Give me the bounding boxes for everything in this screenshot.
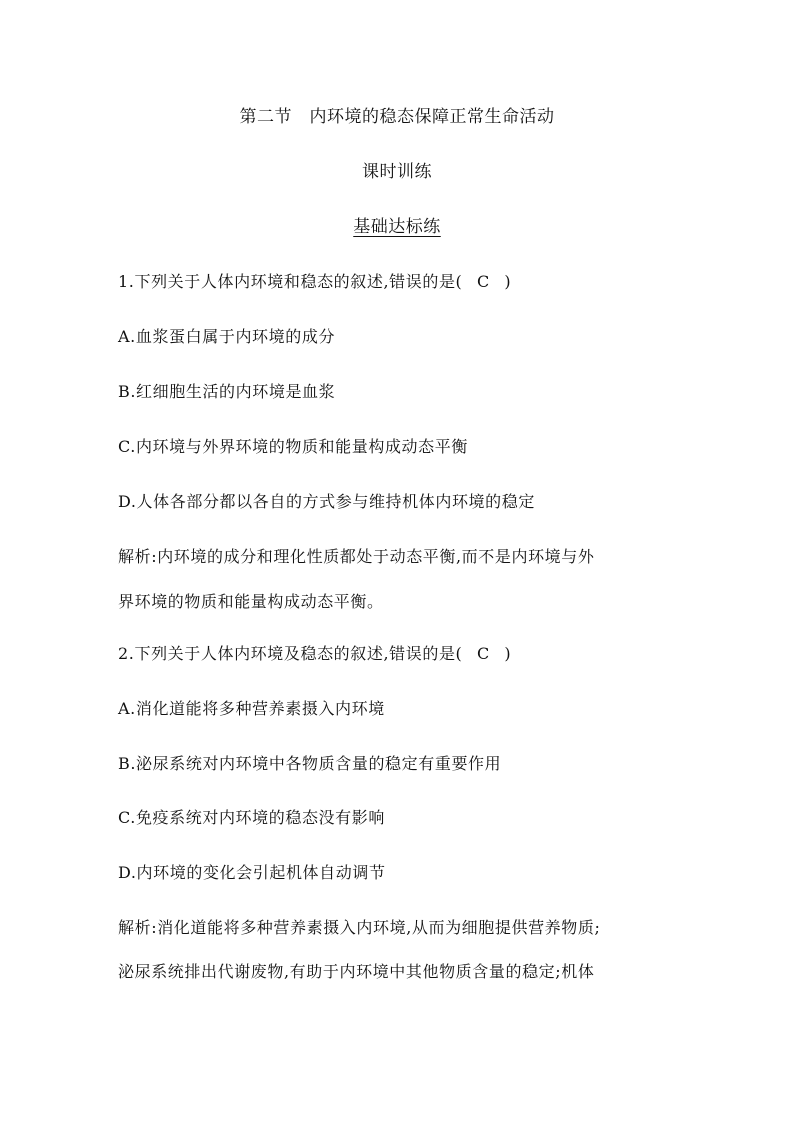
question-1-stem-suffix: ) — [504, 272, 512, 291]
subtitle: 课时训练 — [362, 162, 432, 182]
question-1-stem — [118, 270, 678, 294]
question-2-option-c: C.免疫系统对内环境的稳态没有影响 — [118, 808, 385, 827]
level-title-text: 基础达标练 — [353, 217, 441, 237]
question-2-answer: C — [476, 644, 490, 663]
level-title — [0, 215, 794, 239]
question-1-analysis-line-1: 解析:内环境的成分和理化性质都处于动态平衡,而不是内环境与外 — [118, 547, 595, 566]
question-2-stem — [118, 642, 678, 666]
question-2-analysis-line-2: 泌尿系统排出代谢废物,有助于内环境中其他物质含量的稳定;机体 — [118, 962, 595, 981]
question-2-option-d: D.内环境的变化会引起机体自动调节 — [118, 863, 386, 882]
question-2-stem-suffix: ) — [504, 644, 512, 663]
section-title: 第二节 内环境的稳态保障正常生命活动 — [239, 107, 555, 127]
question-2-option-b: B.泌尿系统对内环境中各物质含量的稳定有重要作用 — [118, 754, 502, 773]
question-1-option-d: D.人体各部分都以各自的方式参与维持机体内环境的稳定 — [118, 492, 535, 511]
question-1-answer: C — [476, 272, 490, 291]
question-2-analysis-line-1: 解析:消化道能将多种营养素摄入内环境,从而为细胞提供营养物质; — [118, 918, 601, 937]
question-2-stem-prefix: 2.下列关于人体内环境及稳态的叙述,错误的是( — [118, 644, 463, 663]
question-1-option-c: C.内环境与外界环境的物质和能量构成动态平衡 — [118, 437, 468, 456]
question-1-option-b: B.红细胞生活的内环境是血浆 — [118, 382, 336, 401]
question-1-analysis-line-2: 界环境的物质和能量构成动态平衡。 — [118, 592, 384, 611]
question-1-stem-prefix: 1.下列关于人体内环境和稳态的叙述,错误的是( — [118, 272, 463, 291]
question-1-option-a: A.血浆蛋白属于内环境的成分 — [118, 327, 336, 346]
question-2-option-a: A.消化道能将多种营养素摄入内环境 — [118, 699, 385, 718]
